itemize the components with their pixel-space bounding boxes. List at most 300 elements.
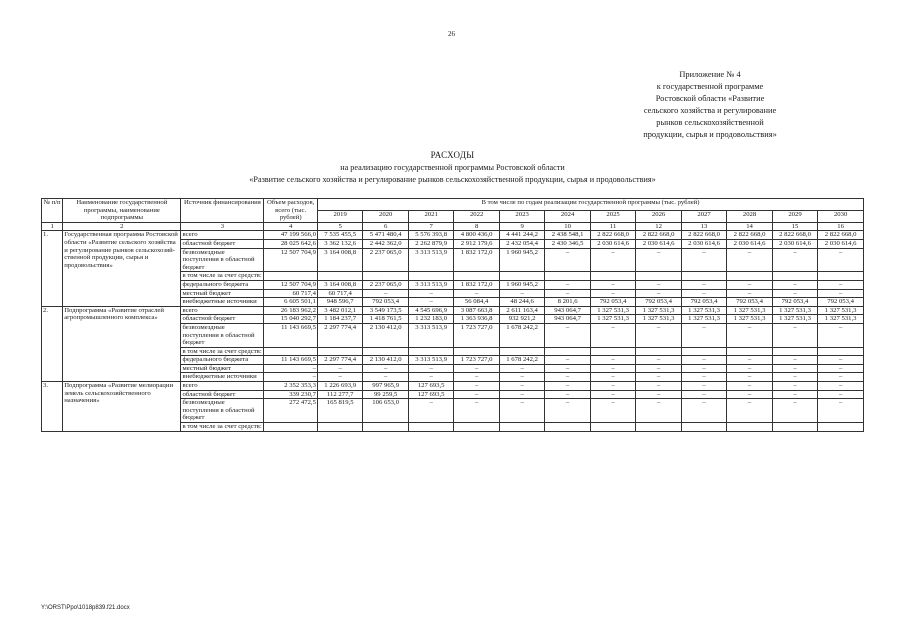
total-cell: – xyxy=(264,373,318,382)
year-value-cell xyxy=(499,423,544,432)
column-index-cell: 5 xyxy=(317,222,362,231)
program-name-cell: Государственная программа Ростовской области «Развитие сельского хозяйства и регулирование рынков сельскохозяйственной продукции, сырья и продовольствия» xyxy=(63,231,181,306)
year-value-cell: 1 327 531,3 xyxy=(818,306,864,315)
year-value-cell: 1 327 531,3 xyxy=(727,306,772,315)
year-value-cell: – xyxy=(545,373,590,382)
year-value-cell xyxy=(772,272,817,281)
row-number-cell: 2. xyxy=(42,306,63,381)
year-value-cell: – xyxy=(408,364,453,373)
year-value-cell xyxy=(499,272,544,281)
year-value-cell: – xyxy=(772,289,817,298)
source-cell: всего xyxy=(181,306,264,315)
year-value-cell: 1 832 172,0 xyxy=(454,248,499,272)
year-value-cell: – xyxy=(772,382,817,391)
year-value-cell xyxy=(363,423,408,432)
year-value-cell: 2 611 163,4 xyxy=(499,306,544,315)
table-header xyxy=(42,199,864,231)
year-value-cell: – xyxy=(408,399,453,423)
year-value-cell: 932 921,2 xyxy=(499,315,544,324)
year-value-cell: 2 297 774,4 xyxy=(317,323,362,347)
year-value-cell: 1 327 531,3 xyxy=(590,306,635,315)
column-index-cell: 2 xyxy=(63,222,181,231)
year-value-cell: – xyxy=(454,399,499,423)
total-cell: 272 472,5 xyxy=(264,399,318,423)
year-value-cell xyxy=(499,347,544,356)
header-number: № п/п xyxy=(42,199,63,223)
table-row xyxy=(42,231,864,240)
header-year: 2026 xyxy=(636,210,681,222)
column-index-cell: 13 xyxy=(681,222,726,231)
year-value-cell: 2 822 668,0 xyxy=(772,231,817,240)
year-value-cell: – xyxy=(363,373,408,382)
column-index-cell: 15 xyxy=(772,222,817,231)
year-value-cell: 1 960 945,2 xyxy=(499,248,544,272)
source-cell: в том числе за счет средств: xyxy=(181,423,264,432)
year-value-cell: – xyxy=(545,390,590,399)
year-value-cell: 2 432 054,4 xyxy=(499,239,544,248)
appendix-line: Приложение № 4 xyxy=(679,70,741,79)
year-value-cell: – xyxy=(454,373,499,382)
year-value-cell: 792 053,4 xyxy=(590,298,635,307)
year-value-cell: 99 259,5 xyxy=(363,390,408,399)
source-cell: внебюджетные источники xyxy=(181,373,264,382)
year-value-cell: 1 226 693,9 xyxy=(317,382,362,391)
year-value-cell: 2 912 179,6 xyxy=(454,239,499,248)
header-year: 2024 xyxy=(545,210,590,222)
year-value-cell: 1 723 727,0 xyxy=(454,356,499,365)
header-year: 2027 xyxy=(681,210,726,222)
year-value-cell: 1 327 531,3 xyxy=(636,315,681,324)
total-cell: – xyxy=(264,364,318,373)
year-value-cell: 165 819,5 xyxy=(317,399,362,423)
appendix-line: сельского хозяйства и регулирование xyxy=(643,106,777,115)
year-value-cell: – xyxy=(545,356,590,365)
year-value-cell: – xyxy=(636,399,681,423)
year-value-cell: – xyxy=(545,289,590,298)
table-row xyxy=(42,306,864,315)
year-value-cell: 127 693,5 xyxy=(408,382,453,391)
year-value-cell: – xyxy=(499,399,544,423)
source-cell: безвозмездные поступления в областной бюджет xyxy=(181,399,264,423)
year-value-cell: 3 087 663,8 xyxy=(454,306,499,315)
year-value-cell: – xyxy=(636,390,681,399)
row-number-cell: 3. xyxy=(42,382,63,432)
header-year: 2028 xyxy=(727,210,772,222)
year-value-cell: 1 327 531,3 xyxy=(590,315,635,324)
year-value-cell: – xyxy=(772,323,817,347)
source-cell: безвозмездные поступления в областной бюджет xyxy=(181,323,264,347)
year-value-cell: 2 237 065,0 xyxy=(363,248,408,272)
year-value-cell: 4 545 696,9 xyxy=(408,306,453,315)
year-value-cell xyxy=(454,347,499,356)
year-value-cell: – xyxy=(636,289,681,298)
year-value-cell: – xyxy=(727,289,772,298)
header-year: 2019 xyxy=(317,210,362,222)
year-value-cell: – xyxy=(818,364,864,373)
year-value-cell: – xyxy=(590,280,635,289)
year-value-cell: – xyxy=(590,373,635,382)
year-value-cell: 3 313 513,9 xyxy=(408,280,453,289)
year-value-cell: 1 327 531,3 xyxy=(636,306,681,315)
source-cell: областной бюджет xyxy=(181,390,264,399)
source-cell: в том числе за счет средств: xyxy=(181,272,264,281)
table-body xyxy=(42,231,864,431)
year-value-cell: 3 313 513,9 xyxy=(408,323,453,347)
year-value-cell: – xyxy=(727,356,772,365)
year-value-cell: 112 277,7 xyxy=(317,390,362,399)
year-value-cell: – xyxy=(499,373,544,382)
year-value-cell xyxy=(681,272,726,281)
appendix-line: Ростовской области «Развитие xyxy=(655,94,765,103)
column-index-row xyxy=(42,222,864,231)
year-value-cell: – xyxy=(590,390,635,399)
year-value-cell: – xyxy=(590,323,635,347)
year-value-cell: 48 244,6 xyxy=(499,298,544,307)
year-value-cell: 997 965,9 xyxy=(363,382,408,391)
total-cell: 26 183 962,2 xyxy=(264,306,318,315)
total-cell xyxy=(264,347,318,356)
column-index-cell: 8 xyxy=(454,222,499,231)
year-value-cell: – xyxy=(590,248,635,272)
table-row xyxy=(42,382,864,391)
total-cell: 6 605 501,1 xyxy=(264,298,318,307)
year-value-cell: – xyxy=(590,289,635,298)
year-value-cell: 1 678 242,2 xyxy=(499,323,544,347)
column-index-cell: 12 xyxy=(636,222,681,231)
year-value-cell: – xyxy=(590,356,635,365)
year-value-cell: – xyxy=(681,323,726,347)
column-index-cell: 11 xyxy=(590,222,635,231)
column-index-cell: 4 xyxy=(264,222,318,231)
year-value-cell: – xyxy=(499,382,544,391)
year-value-cell: 2 442 362,0 xyxy=(363,239,408,248)
header-year: 2021 xyxy=(408,210,453,222)
year-value-cell xyxy=(818,272,864,281)
year-value-cell: 5 471 480,4 xyxy=(363,231,408,240)
year-value-cell: – xyxy=(818,248,864,272)
year-value-cell: – xyxy=(818,382,864,391)
year-value-cell: 2 262 879,9 xyxy=(408,239,453,248)
total-cell: 339 230,7 xyxy=(264,390,318,399)
year-value-cell: 2 822 668,0 xyxy=(818,231,864,240)
year-value-cell: 792 053,4 xyxy=(818,298,864,307)
year-value-cell: – xyxy=(545,399,590,423)
year-value-cell: – xyxy=(727,390,772,399)
year-value-cell: 948 596,7 xyxy=(317,298,362,307)
year-value-cell: 2 130 412,0 xyxy=(363,323,408,347)
year-value-cell: – xyxy=(545,248,590,272)
year-value-cell: – xyxy=(636,373,681,382)
year-value-cell: – xyxy=(454,289,499,298)
year-value-cell: – xyxy=(636,356,681,365)
year-value-cell: – xyxy=(636,382,681,391)
column-index-cell: 1 xyxy=(42,222,63,231)
year-value-cell xyxy=(772,423,817,432)
year-value-cell: 60 717,4 xyxy=(317,289,362,298)
expenditure-table xyxy=(41,198,864,432)
year-value-cell: 4 441 244,2 xyxy=(499,231,544,240)
year-value-cell: – xyxy=(681,382,726,391)
year-value-cell: 792 053,4 xyxy=(727,298,772,307)
year-value-cell: 792 053,4 xyxy=(772,298,817,307)
year-value-cell xyxy=(408,347,453,356)
year-value-cell: – xyxy=(317,364,362,373)
header-year: 2022 xyxy=(454,210,499,222)
year-value-cell: 1 418 761,5 xyxy=(363,315,408,324)
source-cell: в том числе за счет средств: xyxy=(181,347,264,356)
source-cell: местный бюджет xyxy=(181,289,264,298)
year-value-cell: – xyxy=(408,289,453,298)
year-value-cell: – xyxy=(590,399,635,423)
year-value-cell: – xyxy=(545,382,590,391)
document-title: РАСХОДЫ xyxy=(430,150,475,160)
year-value-cell: – xyxy=(590,382,635,391)
year-value-cell: – xyxy=(681,364,726,373)
year-value-cell xyxy=(727,423,772,432)
year-value-cell: – xyxy=(636,280,681,289)
year-value-cell: 2 822 668,0 xyxy=(590,231,635,240)
year-value-cell: – xyxy=(681,280,726,289)
year-value-cell: – xyxy=(727,323,772,347)
total-cell: 15 040 292,7 xyxy=(264,315,318,324)
source-cell: федерального бюджета xyxy=(181,280,264,289)
year-value-cell xyxy=(545,423,590,432)
year-value-cell: – xyxy=(818,280,864,289)
header-years-caption: В том числе по годам реализации государственной программы (тыс. рублей) xyxy=(317,199,863,211)
column-index-cell: 6 xyxy=(363,222,408,231)
header-name: Наименование государственной программы, наименование подпрограммы xyxy=(63,199,181,223)
year-value-cell xyxy=(317,347,362,356)
year-value-cell: 943 064,7 xyxy=(545,315,590,324)
year-value-cell: – xyxy=(454,382,499,391)
year-value-cell: 2 030 614,6 xyxy=(818,239,864,248)
year-value-cell: – xyxy=(499,390,544,399)
year-value-cell: – xyxy=(818,289,864,298)
year-value-cell: 2 030 614,6 xyxy=(772,239,817,248)
column-index-cell: 7 xyxy=(408,222,453,231)
year-value-cell xyxy=(363,272,408,281)
total-cell: 60 717,4 xyxy=(264,289,318,298)
year-value-cell: – xyxy=(727,364,772,373)
year-value-cell: 2 438 548,1 xyxy=(545,231,590,240)
year-value-cell: 56 084,4 xyxy=(454,298,499,307)
year-value-cell: – xyxy=(636,248,681,272)
total-cell: 12 507 704,9 xyxy=(264,248,318,272)
year-value-cell: – xyxy=(545,280,590,289)
year-value-cell: 1 184 237,7 xyxy=(317,315,362,324)
year-value-cell: – xyxy=(590,364,635,373)
year-value-cell: – xyxy=(727,280,772,289)
total-cell: 12 507 704,9 xyxy=(264,280,318,289)
year-value-cell: 943 064,7 xyxy=(545,306,590,315)
year-value-cell: – xyxy=(727,248,772,272)
year-value-cell: 1 678 242,2 xyxy=(499,356,544,365)
year-value-cell: 2 822 668,0 xyxy=(636,231,681,240)
year-value-cell: 2 822 668,0 xyxy=(681,231,726,240)
year-value-cell xyxy=(545,272,590,281)
year-value-cell: 3 313 513,9 xyxy=(408,356,453,365)
year-value-cell xyxy=(681,347,726,356)
year-value-cell xyxy=(454,272,499,281)
year-value-cell: – xyxy=(499,364,544,373)
year-value-cell xyxy=(590,272,635,281)
year-value-cell: 2 130 412,0 xyxy=(363,356,408,365)
page-number: 26 xyxy=(448,30,455,38)
year-value-cell: – xyxy=(818,323,864,347)
year-value-cell: 3 549 173,5 xyxy=(363,306,408,315)
year-value-cell: – xyxy=(545,364,590,373)
year-value-cell xyxy=(818,423,864,432)
year-value-cell: 2 030 614,6 xyxy=(636,239,681,248)
year-value-cell: 8 201,6 xyxy=(545,298,590,307)
year-value-cell: – xyxy=(454,364,499,373)
year-value-cell: – xyxy=(818,356,864,365)
year-value-cell xyxy=(818,347,864,356)
year-value-cell xyxy=(317,272,362,281)
document-subtitle: на реализацию государственной программы Ростовской области xyxy=(340,163,565,172)
year-value-cell: – xyxy=(818,399,864,423)
year-value-cell xyxy=(772,347,817,356)
source-cell: безвозмездные поступления в областной бюджет xyxy=(181,248,264,272)
year-value-cell: – xyxy=(681,248,726,272)
year-value-cell: – xyxy=(727,382,772,391)
year-value-cell: – xyxy=(818,373,864,382)
year-value-cell xyxy=(727,347,772,356)
appendix-block xyxy=(560,69,860,141)
document-subtitle-program: «Развитие сельского хозяйства и регулирование рынков сельскохозяйственной продукции, сырья и продовольствия» xyxy=(249,175,656,184)
year-value-cell xyxy=(317,423,362,432)
source-cell: внебюджетные источники xyxy=(181,298,264,307)
year-value-cell xyxy=(363,347,408,356)
year-value-cell: 127 693,5 xyxy=(408,390,453,399)
year-value-cell: – xyxy=(681,373,726,382)
source-cell: областной бюджет xyxy=(181,315,264,324)
program-name-cell: Подпрограмма «Развитие мелиорации земель сельскохозяйственного назначения» xyxy=(63,382,181,432)
appendix-line: рынков сельскохозяйственной xyxy=(656,118,764,127)
year-value-cell: – xyxy=(636,364,681,373)
total-cell: 11 143 669,5 xyxy=(264,323,318,347)
column-index-cell: 9 xyxy=(499,222,544,231)
year-value-cell: 3 362 132,6 xyxy=(317,239,362,248)
year-value-cell: – xyxy=(363,364,408,373)
year-value-cell: – xyxy=(727,399,772,423)
year-value-cell: 1 832 172,0 xyxy=(454,280,499,289)
year-value-cell: 2 030 614,6 xyxy=(681,239,726,248)
year-value-cell: – xyxy=(818,390,864,399)
year-value-cell: 792 053,4 xyxy=(636,298,681,307)
year-value-cell: 1 327 531,3 xyxy=(818,315,864,324)
source-cell: всего xyxy=(181,382,264,391)
year-value-cell: 2 822 668,0 xyxy=(727,231,772,240)
year-value-cell: 1 363 936,8 xyxy=(454,315,499,324)
year-value-cell: – xyxy=(727,373,772,382)
year-value-cell: 1 960 945,2 xyxy=(499,280,544,289)
year-value-cell: 1 327 531,3 xyxy=(772,315,817,324)
total-cell: 28 025 642,6 xyxy=(264,239,318,248)
year-value-cell: – xyxy=(363,289,408,298)
year-value-cell: 2 237 065,0 xyxy=(363,280,408,289)
year-value-cell xyxy=(408,272,453,281)
source-cell: федерального бюджета xyxy=(181,356,264,365)
year-value-cell xyxy=(636,347,681,356)
year-value-cell xyxy=(636,423,681,432)
file-path-footer: Y:\ORST\Ppo\1018p839.f21.docx xyxy=(41,605,130,611)
year-value-cell: 792 053,4 xyxy=(363,298,408,307)
year-value-cell: – xyxy=(772,399,817,423)
year-value-cell: – xyxy=(545,323,590,347)
year-value-cell xyxy=(681,423,726,432)
year-value-cell xyxy=(727,272,772,281)
year-value-cell: 2 030 614,6 xyxy=(727,239,772,248)
year-value-cell: – xyxy=(772,373,817,382)
year-value-cell xyxy=(408,423,453,432)
source-cell: всего xyxy=(181,231,264,240)
year-value-cell: 792 053,4 xyxy=(681,298,726,307)
year-value-cell: – xyxy=(772,356,817,365)
year-value-cell: 5 576 393,8 xyxy=(408,231,453,240)
source-cell: местный бюджет xyxy=(181,364,264,373)
source-cell: областной бюджет xyxy=(181,239,264,248)
header-year: 2025 xyxy=(590,210,635,222)
year-value-cell: 3 164 008,8 xyxy=(317,280,362,289)
year-value-cell xyxy=(454,423,499,432)
header-source: Источник финансирования xyxy=(181,199,264,223)
column-index-cell: 14 xyxy=(727,222,772,231)
header-year: 2030 xyxy=(818,210,864,222)
year-value-cell: – xyxy=(408,298,453,307)
year-value-cell: 3 313 513,9 xyxy=(408,248,453,272)
year-value-cell: 3 164 008,8 xyxy=(317,248,362,272)
year-value-cell: 4 800 436,0 xyxy=(454,231,499,240)
column-index-cell: 3 xyxy=(181,222,264,231)
header-total: Объем расходов, всего (тыс. рублей) xyxy=(264,199,318,223)
year-value-cell: – xyxy=(772,364,817,373)
year-value-cell: – xyxy=(681,390,726,399)
total-cell xyxy=(264,272,318,281)
year-value-cell: 1 327 531,3 xyxy=(681,306,726,315)
year-value-cell: – xyxy=(408,373,453,382)
appendix-line: к государственной программе xyxy=(656,82,764,91)
header-year: 2023 xyxy=(499,210,544,222)
header-year: 2020 xyxy=(363,210,408,222)
column-index-cell: 16 xyxy=(818,222,864,231)
year-value-cell: – xyxy=(499,289,544,298)
total-cell: 2 352 353,3 xyxy=(264,382,318,391)
year-value-cell: 1 327 531,3 xyxy=(772,306,817,315)
total-cell: 11 143 669,5 xyxy=(264,356,318,365)
year-value-cell: 7 535 455,5 xyxy=(317,231,362,240)
program-name-cell: Подпрограмма «Развитие отраслей агропромышленного комплекса» xyxy=(63,306,181,381)
year-value-cell: – xyxy=(772,248,817,272)
year-value-cell: 2 030 614,6 xyxy=(590,239,635,248)
total-cell: 47 199 566,0 xyxy=(264,231,318,240)
year-value-cell xyxy=(590,347,635,356)
year-value-cell: 2 297 774,4 xyxy=(317,356,362,365)
year-value-cell: 1 232 183,0 xyxy=(408,315,453,324)
year-value-cell: 106 653,0 xyxy=(363,399,408,423)
year-value-cell: – xyxy=(317,373,362,382)
year-value-cell: – xyxy=(772,390,817,399)
appendix-line: продукции, сырья и продовольствия» xyxy=(643,130,777,139)
year-value-cell: 1 327 531,3 xyxy=(727,315,772,324)
year-value-cell: – xyxy=(636,323,681,347)
year-value-cell: – xyxy=(772,280,817,289)
year-value-cell: 1 327 531,3 xyxy=(681,315,726,324)
row-number-cell: 1. xyxy=(42,231,63,306)
year-value-cell: – xyxy=(681,399,726,423)
year-value-cell: – xyxy=(681,356,726,365)
total-cell xyxy=(264,423,318,432)
